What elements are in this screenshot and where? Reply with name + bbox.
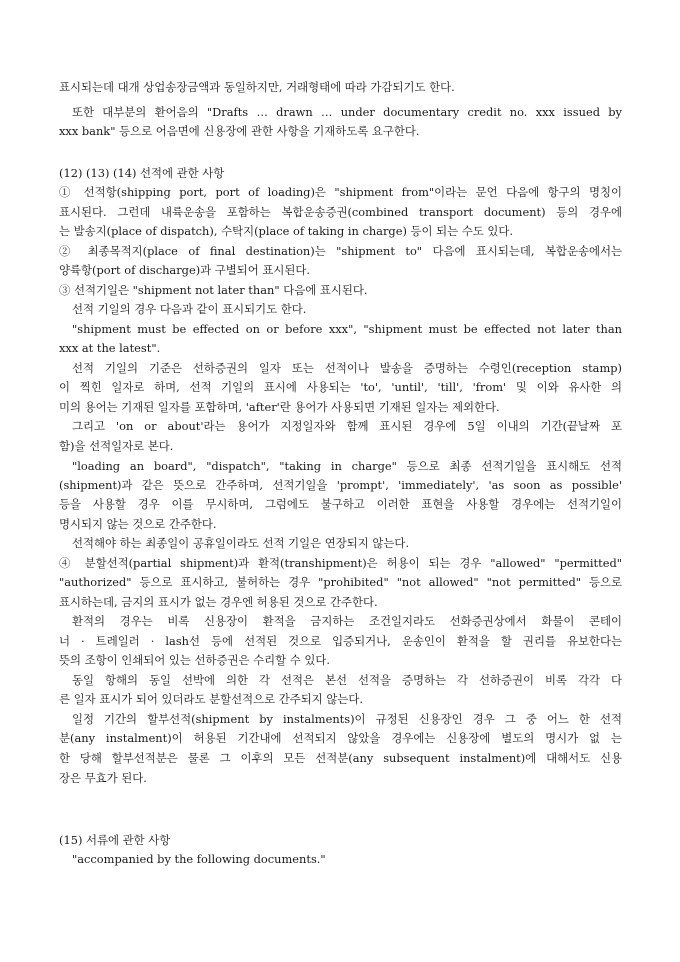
text-line: xxx bank" 등으로 어음면에 신용장에 관한 사항을 기재하도록 요구한다. xyxy=(59,124,420,138)
text-line: 일정 기간의 할부선적(shipment by instalments)이 규정된 신용장인 경우 그 중 어느 한 선적 xyxy=(72,712,622,726)
text-line: ① 선적항(shipping port, port of loading)은 "shipment from"이라는 문언 다음에 항구의 명칭이 xyxy=(59,185,622,199)
text-line: ② 최종목적지(place of final destination)는 "shipment to" 다음에 표시되는데, 복합운송에서는 xyxy=(59,244,622,258)
text-line: 선적 기일의 기준은 선하증권의 일자 또는 선적이나 발송을 증명하는 수령인(reception stamp) xyxy=(72,361,622,375)
text-line: 양륙항(port of discharge)과 구별되어 표시된다. xyxy=(59,263,311,277)
text-line: 너 · 트레일러 · lash선 등에 선적된 것으로 입증되거나, 운송인이 환적을 할 권리를 유보한다는 xyxy=(59,634,622,648)
text-line: ③ 선적기일은 "shipment not later than" 다음에 표시된다. xyxy=(59,283,368,297)
text-line: 한 당해 할부선적분은 물론 그 이후의 모든 선적분(any subsequent instalment)에 대해서도 신용 xyxy=(59,751,622,765)
text-line: 장은 무효가 된다. xyxy=(59,771,147,785)
text-line: 환적의 경우는 비록 신용장이 환적을 금지하는 조건일지라도 선화증권상에서 화물이 콘테이 xyxy=(72,614,622,628)
text-line: 표시되는데 대개 상업송장금액과 동일하지만, 거래형태에 따라 가감되기도 한다. xyxy=(59,80,455,94)
text-line: 선적 기일의 경우 다음과 같이 표시되기도 한다. xyxy=(72,302,307,316)
text-line: 함)을 선적일자로 본다. xyxy=(59,439,174,453)
text-line: "shipment must be effected on or before xxx", "shipment must be effected not later than xyxy=(72,322,622,336)
text-line: 이 찍힌 일자로 하며, 선적 기일의 표시에 사용되는 'to', 'until', 'till', 'from' 및 이와 유사한 의 xyxy=(59,380,622,394)
text-line: 명시되지 않는 것으로 간주한다. xyxy=(59,517,217,531)
text-line: 선적해야 하는 최종일이 공휴일이라도 선적 기일은 연장되지 않는다. xyxy=(72,536,410,550)
text-line: "authorized" 등으로 표시하고, 불허하는 경우 "prohibited" "not allowed" "not permitted" 등으로 xyxy=(59,575,622,589)
text-line: 른 일자 표시가 되어 있더라도 분할선적으로 간주되지 않는다. xyxy=(59,692,364,706)
text-line: 표시하는데, 금지의 표시가 없는 경우엔 허용된 것으로 간주한다. xyxy=(59,595,378,609)
text-line: (15) 서류에 관한 사항 xyxy=(59,833,171,847)
text-line: 는 발송지(place of dispatch), 수탁지(place of taking in charge) 등이 되는 수도 있다. xyxy=(59,224,514,238)
text-line: 그리고 'on or about'라는 용어가 지정일자와 함께 표시된 경우에 5일 이내의 기간(끝날짜 포 xyxy=(72,419,622,433)
text-line: 동일 항해의 동일 선박에 의한 각 선적은 본선 선적을 증명하는 각 선하증권이 비록 각각 다 xyxy=(72,673,622,687)
text-line: 등을 사용할 경우 이를 무시하며, 그럼에도 불구하고 이러한 표현을 사용할 경우에는 선적기일이 xyxy=(59,497,622,511)
text-line: "loading an board", "dispatch", "taking in charge" 등으로 최종 선적기일을 표시해도 선적 xyxy=(72,459,622,473)
text-line: (shipment)과 같은 뜻으로 간주하며, 선적기일을 'prompt', 'immediately', 'as soon as possible' xyxy=(59,478,622,492)
text-line: 미의 용어는 기재된 일자를 포함하며, 'after'란 용어가 사용되면 기재된 일자는 제외한다. xyxy=(59,400,500,414)
text-line: 분(any instalment)이 허용된 기간내에 선적되지 않았을 경우에는 신용장에 별도의 명시가 없 는 xyxy=(59,731,622,745)
text-line: xxx at the latest". xyxy=(59,341,161,355)
text-line: (12) (13) (14) 선적에 관한 사항 xyxy=(59,166,225,180)
text-line: 표시된다. 그런데 내륙운송을 포함하는 복합운송증권(combined transport document) 등의 경우에 xyxy=(59,205,622,219)
text-line: ④ 분할선적(partial shipment)과 환적(transhipment)은 허용이 되는 경우 "allowed" "permitted" xyxy=(59,556,622,570)
text-line: "accompanied by the following documents." xyxy=(72,852,326,866)
text-line: 뜻의 조항이 인쇄되어 있는 선하증권은 수리할 수 있다. xyxy=(59,653,331,667)
text-line: 또한 대부분의 환어음의 "Drafts … drawn … under documentary credit no. xxx issued by xyxy=(72,105,622,119)
